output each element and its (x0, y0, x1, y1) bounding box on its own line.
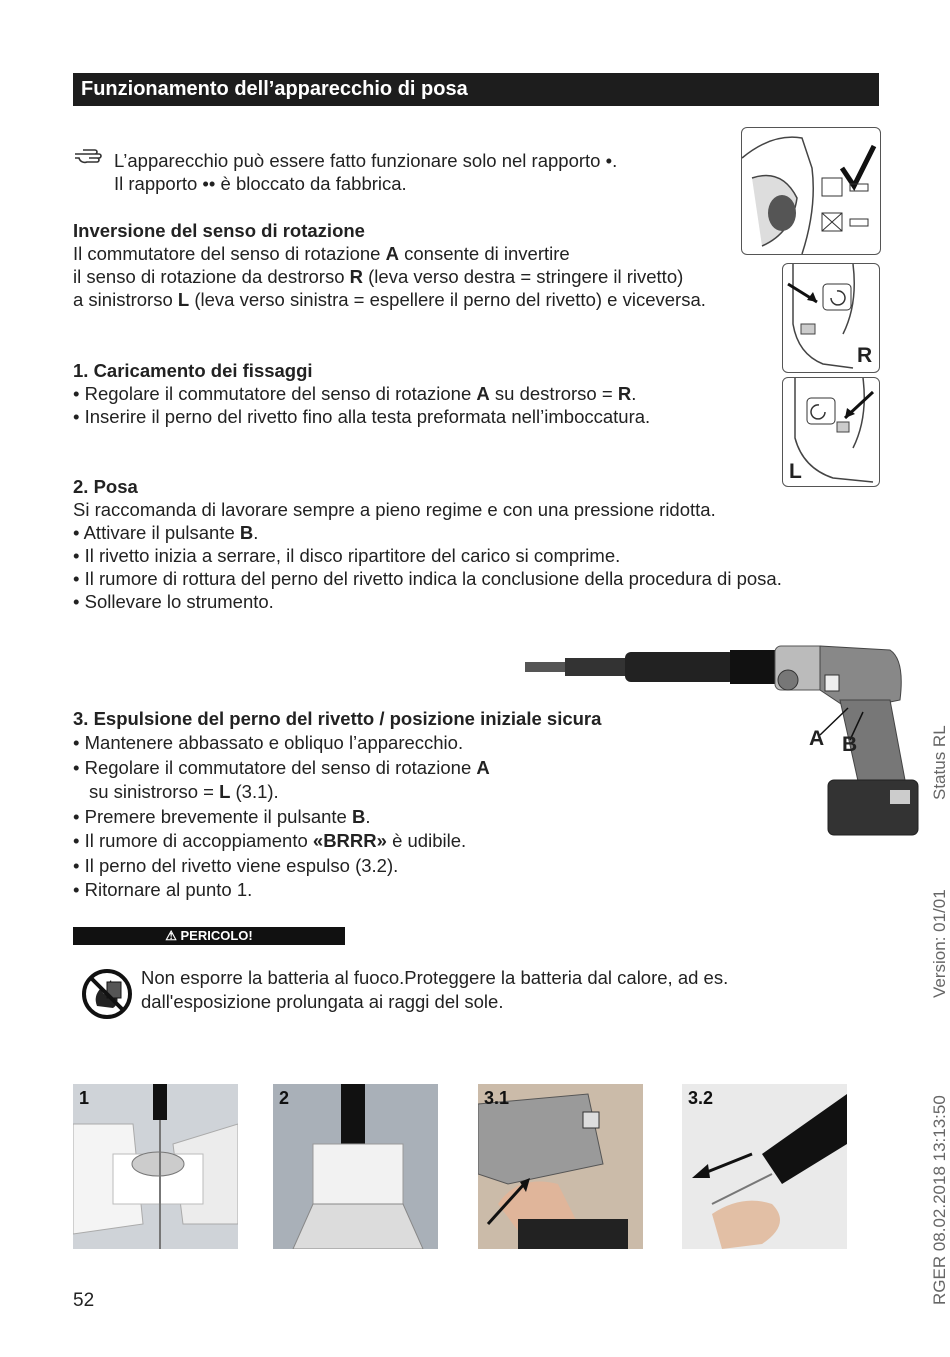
section-3-bullet-2-cont: su sinistrorso = L (3.1). (89, 781, 279, 802)
photo-step-2-label: 2 (279, 1088, 290, 1108)
danger-banner: ⚠ PERICOLO! (73, 927, 345, 945)
section-1-title: 1. Caricamento dei fissaggi (73, 360, 313, 381)
section-3-bullet-1: • Mantenere abbassato e obliquo l’apparecchio. (73, 732, 464, 753)
section-2-bullet-1: • Attivare il pulsante B. (73, 522, 259, 543)
section-3-bullet-4: • Il rumore di accoppiamento «BRRR» è udibile. (73, 830, 467, 851)
side-rger: RGER 08.02.2018 13:13:50 (930, 1095, 949, 1305)
photo-step-1-label: 1 (79, 1088, 90, 1108)
photo-step-3-1 (478, 1084, 643, 1249)
section-2-bullet-4: • Sollevare lo strumento. (73, 591, 274, 612)
section-2-bullet-3: • Il rumore di rottura del perno del rivetto indica la conclusione della procedura di posa. (73, 568, 782, 589)
section-3-bullet-6: • Ritornare al punto 1. (73, 879, 253, 900)
rivet-tool-illustration (520, 640, 920, 845)
danger-line-2: dall'esposizione prolungata ai raggi del sole. (141, 991, 504, 1012)
section-3-title: 3. Espulsione del perno del rivetto / posizione iniziale sicura (73, 708, 602, 729)
section-1-bullet-1: • Regolare il commutatore del senso di rotazione A su destrorso = R. (73, 383, 637, 404)
tool-label-a: A (809, 727, 825, 750)
no-fire-battery-icon (81, 968, 133, 1025)
tool-label-b: B (842, 733, 858, 756)
page-number: 52 (73, 1290, 95, 1311)
section-2-title: 2. Posa (73, 476, 138, 497)
gear-ratio-figure (741, 127, 881, 255)
section-3-bullet-3: • Premere brevemente il pulsante B. (73, 806, 371, 827)
section-header: Funzionamento dell’apparecchio di posa (73, 73, 879, 106)
rotation-left-label: L (789, 460, 802, 483)
side-status: Status RL (930, 725, 949, 800)
section-2-intro: Si raccomanda di lavorare sempre a pieno regime e con una pressione ridotta. (73, 499, 716, 520)
photo-step-1 (73, 1084, 238, 1249)
photo-step-3-1-label: 3.1 (484, 1088, 510, 1108)
inversion-line-3: a sinistrorso L (leva verso sinistra = espellere il perno del rivetto) e viceversa. (73, 289, 706, 310)
photo-step-3-2-label: 3.2 (688, 1088, 714, 1108)
note-line-2: Il rapporto •• è bloccato da fabbrica. (114, 173, 407, 194)
inversion-line-1: Il commutatore del senso di rotazione A consente di invertire (73, 243, 570, 264)
inversion-line-2: il senso di rotazione da destrorso R (leva verso destra = stringere il rivetto) (73, 266, 684, 287)
photo-step-2 (273, 1084, 438, 1249)
rotation-right-label: R (857, 344, 873, 367)
danger-line-1: Non esporre la batteria al fuoco.Proteggere la batteria dal calore, ad es. (141, 967, 729, 988)
section-2-bullet-2: • Il rivetto inizia a serrare, il disco ripartitore del carico si comprime. (73, 545, 621, 566)
pointing-hand-icon (73, 146, 103, 172)
inversion-title: Inversione del senso di rotazione (73, 220, 365, 241)
section-3-bullet-2: • Regolare il commutatore del senso di rotazione A (73, 757, 490, 778)
note-line-1: L’apparecchio può essere fatto funzionare solo nel rapporto •. (114, 150, 618, 171)
section-1-bullet-2: • Inserire il perno del rivetto fino alla testa preformata nell’imboccatura. (73, 406, 651, 427)
side-version: Version: 01/01 (930, 889, 949, 998)
warning-icon: ⚠ (165, 928, 181, 943)
photo-step-3-2 (682, 1084, 847, 1249)
section-3-bullet-5: • Il perno del rivetto viene espulso (3.2). (73, 855, 399, 876)
